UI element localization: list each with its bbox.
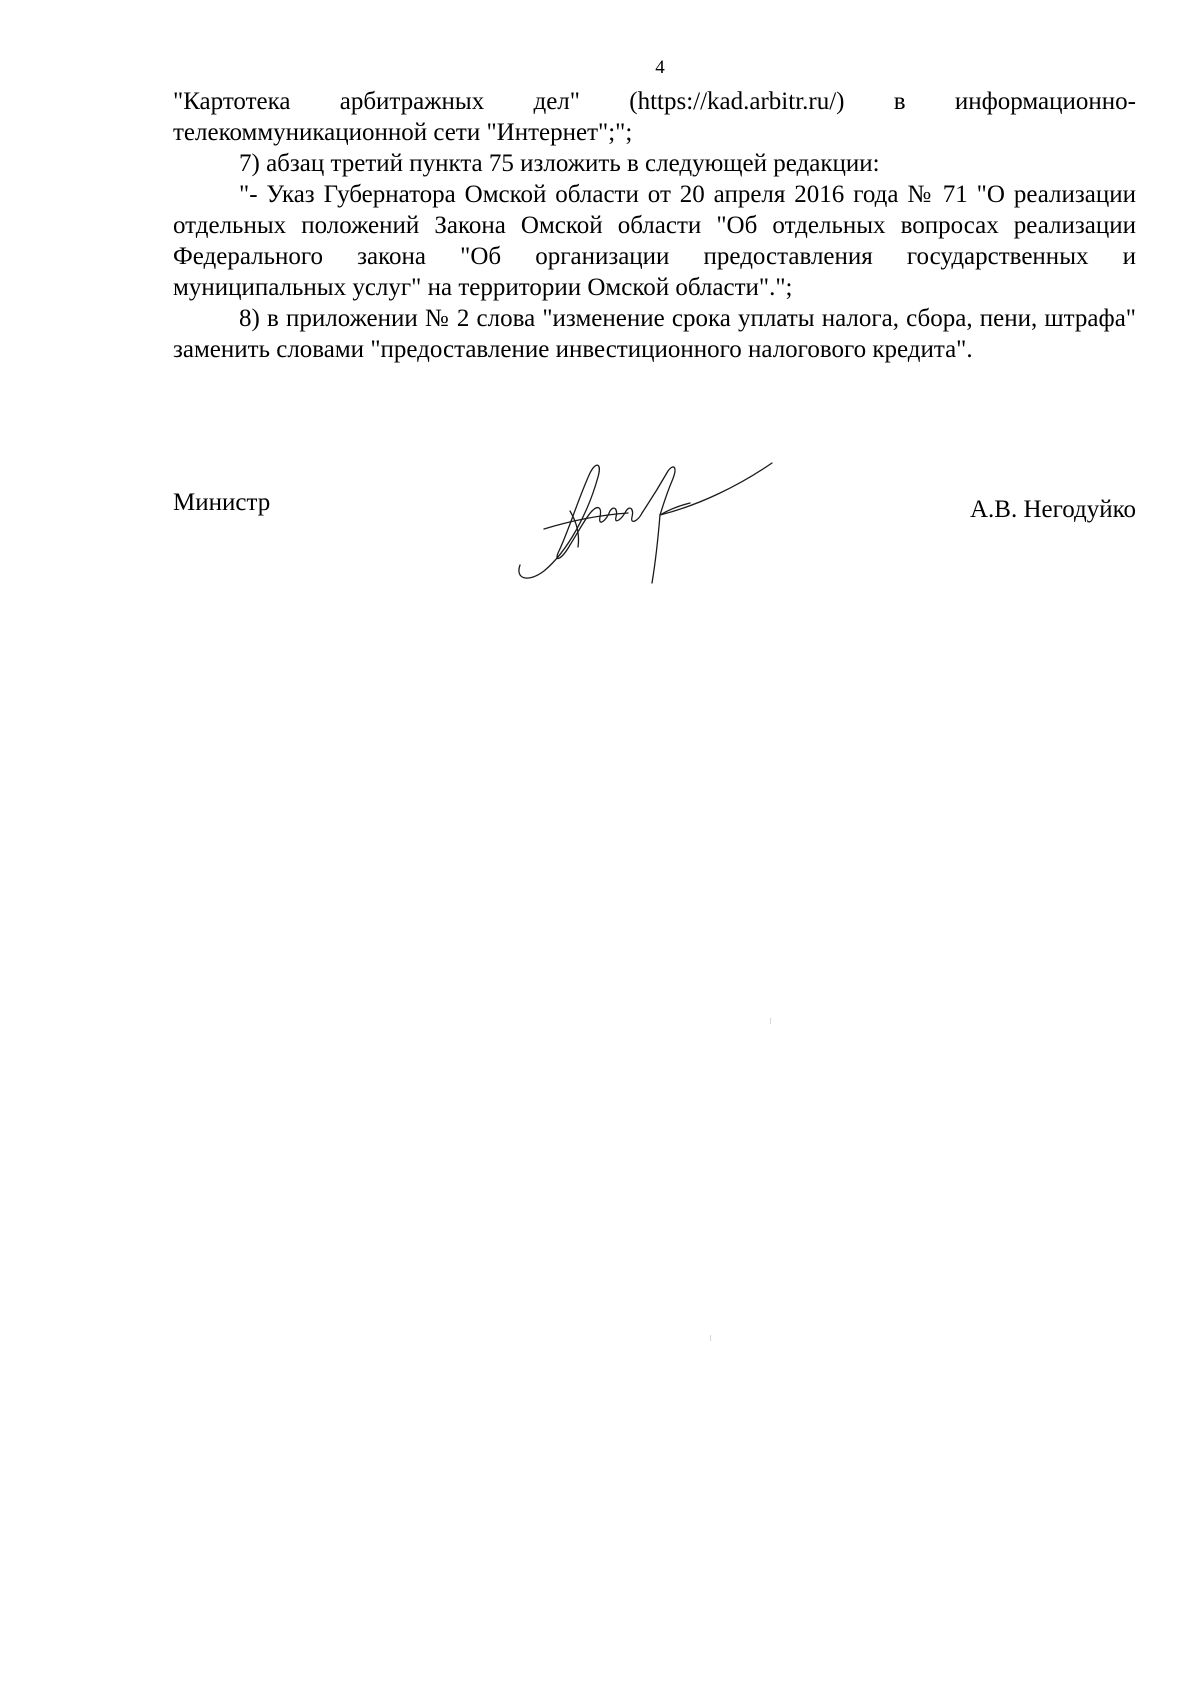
signatory-name: А.В. Негодуйко: [969, 496, 1136, 523]
page-number: 4: [655, 57, 665, 78]
handwritten-signature: [510, 455, 810, 590]
document-body: [173, 86, 1136, 365]
scan-artifact: [710, 1335, 711, 1341]
scan-artifact: [770, 1018, 771, 1024]
paragraph-quoted-decree: "- Указ Губернатора Омской области от 20 апреля 2016 года № 71 "О реализации отдельных положений Закона Омской области "Об отдельных вопросах реализации Федерального закона "Об организации предоставления государственных и муниципальных услуг" на территории Омской области".";: [173, 181, 1136, 301]
signatory-position: Министр: [173, 489, 271, 516]
paragraph-item-8: 8) в приложении № 2 слова "изменение срока уплаты налога, сбора, пени, штрафа" заменить словами "предоставление инвестиционного налогового кредита".: [173, 305, 1136, 363]
paragraph-item-7: 7) абзац третий пункта 75 изложить в следующей редакции:: [239, 150, 880, 177]
paragraph-continuation: "Картотека арбитражных дел" (https://kad.arbitr.ru/) в информационно-телекоммуникационной сети "Интернет";";: [173, 88, 1136, 146]
